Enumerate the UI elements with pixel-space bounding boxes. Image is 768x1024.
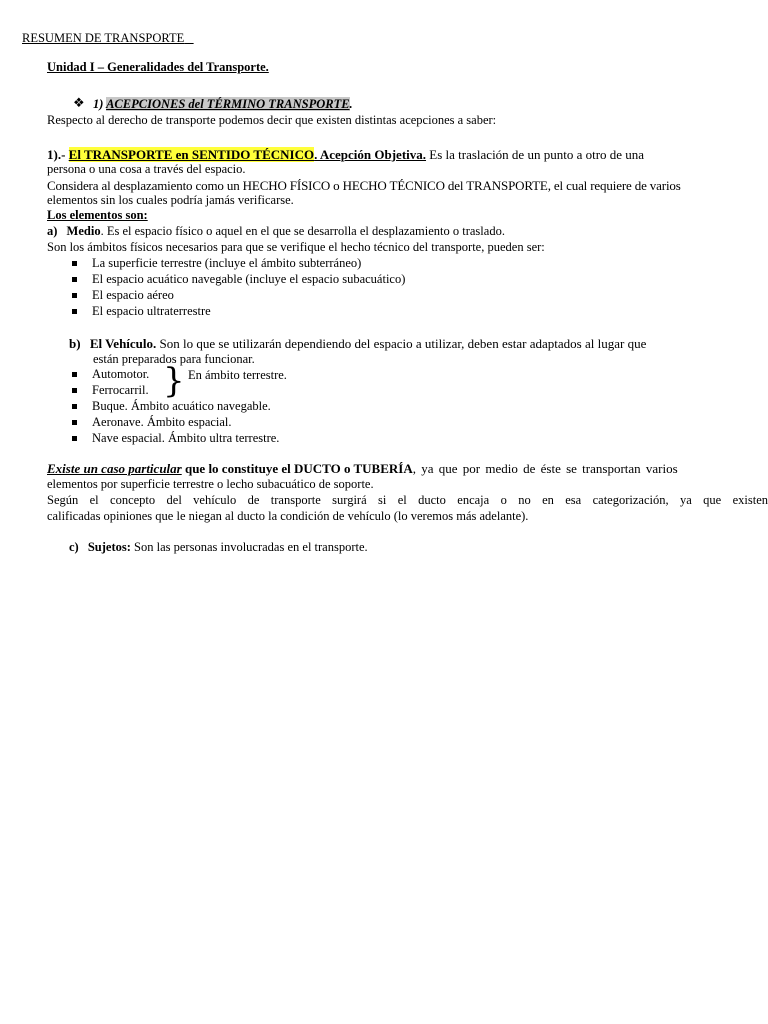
vehiculo-line1: [69, 336, 646, 352]
medio-line: [47, 224, 505, 240]
list-item: Buque. Ámbito acuático navegable.: [92, 399, 271, 413]
list-item: Nave espacial. Ámbito ultra terrestre.: [92, 431, 280, 445]
square-bullet-icon: [72, 261, 77, 266]
right-brace-icon: }: [163, 361, 185, 401]
unit-title: Unidad I – Generalidades del Transporte.: [47, 60, 269, 74]
medio-text: . Es el espacio físico o aquel en el que se desarrolla el desplazamiento o traslado.: [100, 224, 505, 238]
document-title-text: RESUMEN DE TRANSPORTE: [22, 31, 185, 45]
section-heading-end: .: [349, 97, 353, 111]
document-title: [0, 31, 194, 47]
square-bullet-icon: [72, 436, 77, 441]
sujetos-text: Son las personas involucradas en el transporte.: [130, 540, 368, 554]
list-item: La superficie terrestre (incluye el ámbito subterráneo): [92, 256, 362, 270]
acepcion-title: El TRANSPORTE en SENTIDO TÉCNICO: [68, 147, 315, 162]
caso-rest: , ya que por medio de éste se transportan varios: [412, 461, 678, 476]
acepcion-heading-line: [47, 147, 644, 163]
acepcion-subtitle: . Acepción Objetiva.: [314, 147, 427, 162]
caso-line1: [47, 461, 768, 477]
square-bullet-icon: [72, 293, 77, 298]
list-item: Aeronave. Ámbito espacial.: [92, 415, 232, 429]
list-item: El espacio acuático navegable (incluye el espacio subacuático): [92, 272, 406, 286]
vehiculo-letter: b): [69, 336, 81, 351]
sujetos-line: [69, 540, 368, 556]
acepcion-text-line2: persona o una cosa a través del espacio.: [47, 162, 246, 176]
caso-lead: Existe un caso particular: [47, 461, 182, 476]
list-item: El espacio ultraterrestre: [92, 304, 211, 318]
medio-letter: a): [47, 224, 58, 238]
consider-line2: elementos sin los cuales podría jamás verificarse.: [47, 193, 294, 207]
brace-note: En ámbito terrestre.: [188, 368, 287, 382]
square-bullet-icon: [72, 277, 77, 282]
square-bullet-icon: [72, 309, 77, 314]
list-item: El espacio aéreo: [92, 288, 174, 302]
vehiculo-text-line2: están preparados para funcionar.: [93, 352, 255, 366]
ambitos-text: Son los ámbitos físicos necesarios para que se verifique el hecho técnico del transporte, pueden ser:: [47, 240, 545, 254]
consider-line1: Considera al desplazamiento como un HECHO FÍSICO o HECHO TÉCNICO del TRANSPORTE, el cual requiere de varios: [47, 178, 681, 193]
sujetos-label: Sujetos:: [87, 540, 131, 554]
section-heading: [93, 97, 353, 113]
square-bullet-icon: [72, 372, 77, 377]
list-item: Automotor.: [92, 367, 150, 381]
section-intro: Respecto al derecho de transporte podemos decir que existen distintas acepciones a saber:: [47, 113, 497, 127]
vehiculo-text-line1: Son lo que se utilizarán dependiendo del espacio a utilizar, deben estar adaptados al lugar que: [159, 336, 647, 351]
sujetos-letter: c): [69, 540, 79, 554]
acepcion-text-line1: Es la traslación de un punto a otro de una: [429, 147, 645, 162]
caso-line2: elementos por superficie terrestre o lecho subacuático de soporte.: [47, 477, 374, 491]
caso-bold: que lo constituye el DUCTO o TUBERÍA: [181, 461, 413, 476]
caso-line3: Según el concepto del vehículo de transporte surgirá si el ducto encaja o no en esa categorización, ya que existen: [47, 493, 768, 507]
vehiculo-label: El Vehículo.: [89, 336, 157, 351]
square-bullet-icon: [72, 420, 77, 425]
acepcion-number: 1).-: [47, 147, 66, 162]
section-number: 1): [93, 97, 104, 111]
square-bullet-icon: [72, 388, 77, 393]
elements-heading: Los elementos son:: [47, 208, 148, 222]
square-bullet-icon: [72, 404, 77, 409]
diamond-bullet-icon: ❖: [73, 96, 85, 111]
list-item: Ferrocarril.: [92, 383, 149, 397]
caso-line4: calificadas opiniones que le niegan al ducto la condición de vehículo (lo veremos más adelante).: [47, 509, 529, 523]
section-heading-text: ACEPCIONES del TÉRMINO TRANSPORTE: [106, 97, 350, 111]
medio-label: Medio: [66, 224, 101, 238]
